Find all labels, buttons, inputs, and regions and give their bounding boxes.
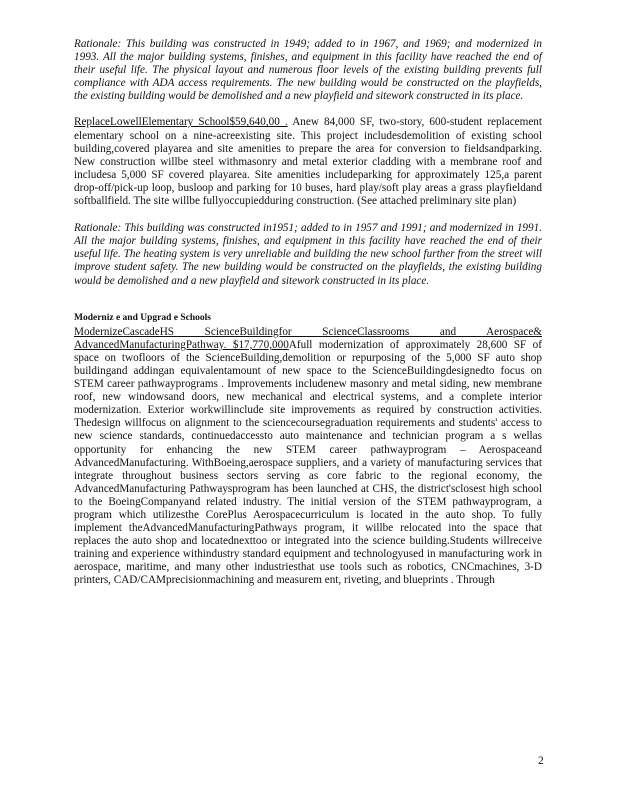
- rationale-paragraph-2: Rationale: This building was constructed in1951; added to in 1957 and 1991; and modernized in 1991. All the major building systems, finishes, and equipment in this facility have reached the end of their useful life. The heating system is very unreliable and building the new school further from the street will improve student safety. The new building would be constructed on the playfields, the existing building would be demolished and a new playfield and sitework constructed in its place.: [74, 222, 542, 287]
- page-number: 2: [538, 755, 544, 767]
- project-paragraph-cascade: [74, 326, 542, 588]
- document-page: [74, 38, 542, 588]
- project-description-lowell: Anew 84,000 SF, two-story, 600-student replacement elementary school on a nine-acreexisting site. This project includesdemolition of existing school building,covered playarea and site amenities to prepare the area for conversion to fieldsandparking. New construction willbe steel withmasonry and metal exterior cladding with a membrane roof and includesa 5,000 SF covered playarea. Site amenities includeparking for approximately 125,a parent drop-off/pick-up loop, busloop and parking for 10 buses, hard play/soft play areas a grass playfieldand softballfield. The site willbe fullyoccupiedduring construction. (See attached preliminary site plan): [74, 116, 542, 208]
- project-paragraph-lowell: [74, 116, 542, 208]
- project-title-lowell: ReplaceLowellElementary School$59,640,00 .: [74, 116, 288, 129]
- section-heading: Moderniz e and Upgrad e Schools: [74, 312, 211, 323]
- project-description-cascade: Afull modernization of approximately 28,600 SF of space on twofloors of the ScienceBuilding,demolition or repurposing of the 5,000 SF auto shop buildingand addingan equivalentamount of new space to the ScienceBuildingdesignedto focus on STEM career pathwayprograms . Improvements includenew masonry and metal siding, new membrane roof, new windowsand doors, new mechanical and electrical systems, and a complete interior modernization. Exterior workwillinclude site improvements as required by construction activities. Thedesign willfocus on alignment to the sciencecoursegraduation requirements and students' access to new science standards, continuedaccessto auto maintenance and technician program a s wellas opportunity for enhancing the new STEM career pathwayprogram – Aerospaceand AdvancedManufacturing. WithBoeing,aerospace suppliers, and a variety of manufacturing services that integrate throughout business sectors serving as core fabric to the regional economy, the AdvancedManufacturing Pathwaysprogram has been launched at CHS, the district'sclosest high school to the BoeingCompanyand related industry. The initial version of the STEM pathwayprogram, a program which utilizesthe CorePlus Aerospacecurriculum is located in the auto shop. To fully implement theAdvancedManufacturingPathways program, it willbe relocated into the space that replaces the auto shop and locatednexttoo or integrated into the science building.Students willreceive training and experience withindustry standard equipment and technologyused in manufacturing work in aerospace, maritime, and many other industriesthat use tools such as robotics, CNCmachines, 3-D printers, CAD/CAMprecisionmachining and measurem ent, riveting, and blueprints . Through: [74, 338, 542, 587]
- rationale-paragraph-1: Rationale: This building was constructed in 1949; added to in 1967, and 1969; and modernized in 1993. All the major building systems, finishes, and equipment in this facility have reached the end of their useful life. The physical layout and numerous floor levels of the existing building prevents full compliance with ADA access requirements. The new building would be constructed on the playfields, the existing building would be demolished and a new playfield and sitework constructed in its place.: [74, 38, 542, 103]
- project-title-cascade: ModernizeCascadeHS ScienceBuildingfor ScienceClassrooms and Aerospace& AdvancedManufacturingPathway. $17,770,000: [74, 325, 542, 351]
